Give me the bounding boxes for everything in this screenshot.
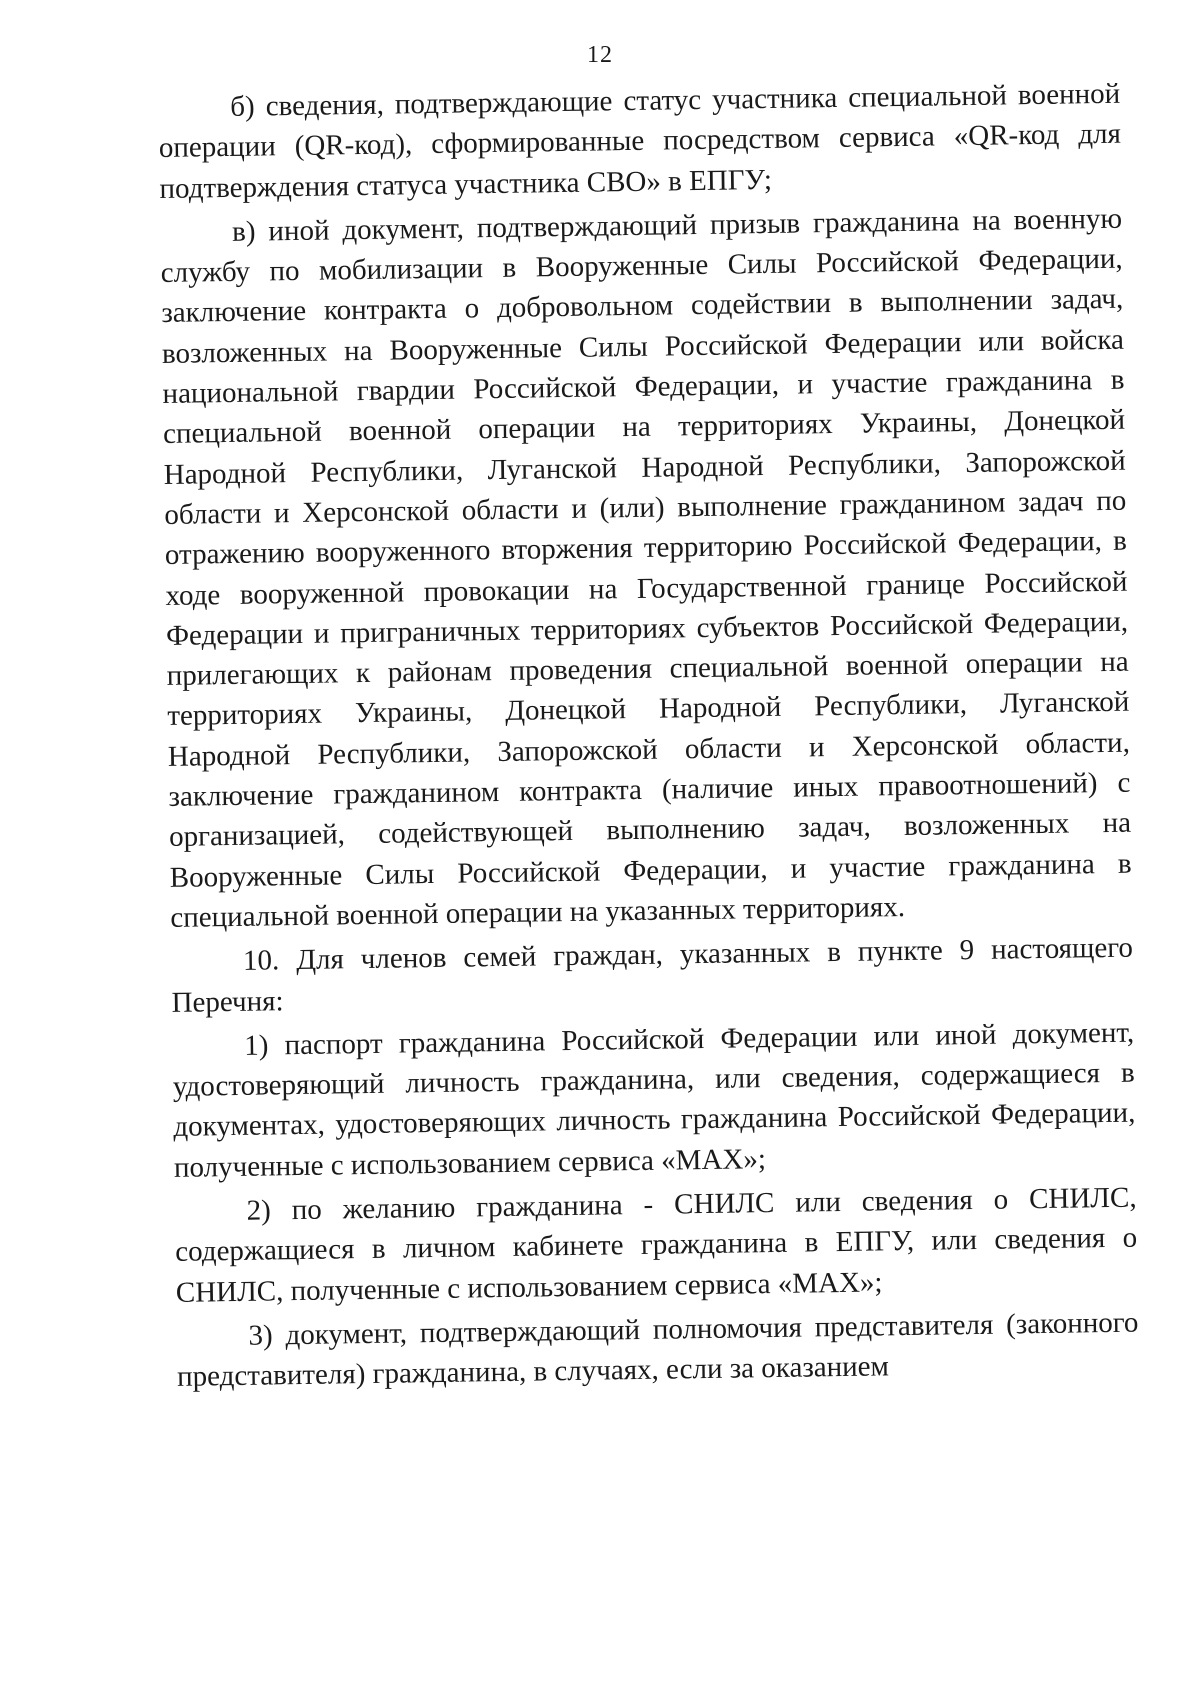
paragraph-9b: б) сведения, подтверждающие статус участника специальной военной операции (QR-код), сформированные посредством сервиса «QR-код для подтверждения статуса участника СВО» в ЕПГУ;	[158, 77, 1122, 205]
paragraph-10-2: 2) по желанию гражданина - СНИЛС или сведения о СНИЛС, содержащиеся в личном кабинете гражданина в ЕПГУ, или сведения о СНИЛС, полученные с использованием сервиса «MAX»;	[175, 1181, 1138, 1309]
paragraph-9v: в) иной документ, подтверждающий призыв гражданина на военную службу по мобилизации в Вооруженные Силы Российской Федерации, заключение контракта о добровольном содействии в выполнении задач, возложенных на Вооруженные Силы Российской Федерации или войска национальной гвардии Российской Федерации, и участие гражданина в специальной военной операции на территориях Украины, Донецкой Народной Республики, Луганской Народной Республики, Запорожской области и Херсонской области и (или) выполнение гражданином задач по отражению вооруженного вторжения территорию Российской Федерации, в ходе вооруженной провокации на Государственной границе Российской Федерации и приграничных территориях субъектов Российской Федерации, прилегающих к районам проведения специальной военной операции на территориях Украины, Донецкой Народной Республики, Луганской Народной Республики, Запорожской области и Херсонской области, заключение гражданином контракта (наличие иных правоотношений) с организацией, содействующей выполнению задач, возложенных на Вооруженные Силы Российской Федерации, и участие гражданина в специальной военной операции на указанных территориях.	[160, 202, 1132, 934]
paragraph-10-3: 3) документ, подтверждающий полномочия представителя (законного представителя) гражданина, в случаях, если за оказанием	[176, 1306, 1139, 1394]
document-body	[158, 74, 1139, 1398]
paragraph-10: 10. Для членов семей граждан, указанных в пункте 9 настоящего Перечня:	[171, 931, 1134, 1019]
paragraph-10-1: 1) паспорт гражданина Российской Федерации или иной документ, удостоверяющий личность гражданина, или сведения, содержащиеся в документах, удостоверяющих личность гражданина Российской Федерации, полученные с использованием сервиса «MAX»;	[172, 1016, 1136, 1184]
page-number: 12	[587, 42, 613, 68]
